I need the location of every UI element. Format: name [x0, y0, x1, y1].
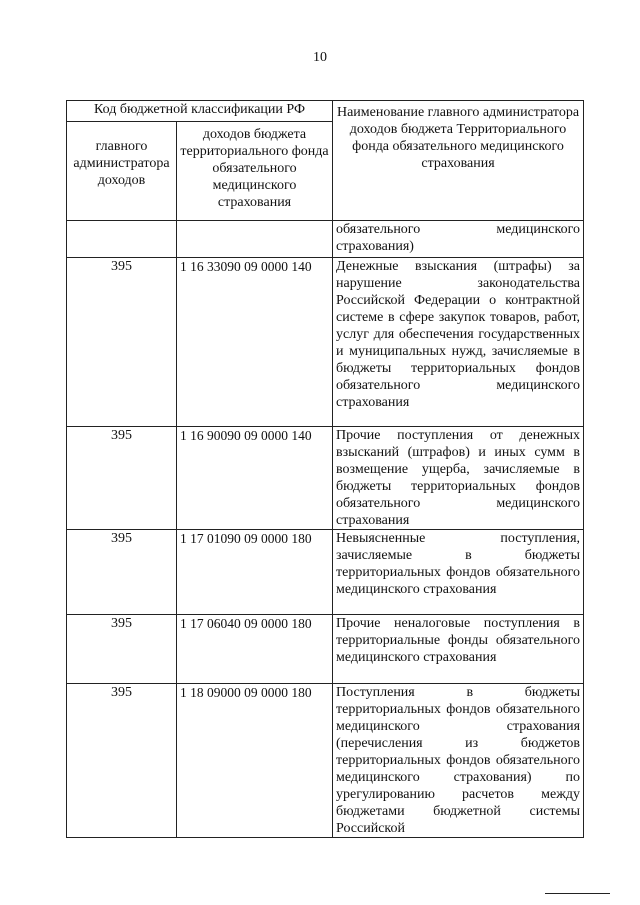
admin-code-cell: 395 [67, 684, 177, 838]
income-code-cell: 1 16 90090 09 0000 140 [177, 427, 333, 530]
page-number: 10 [313, 50, 327, 65]
footer-rule [545, 893, 610, 894]
continuation-admin-cell [67, 221, 177, 258]
table-row [67, 258, 584, 427]
income-name-cell: Денежные взыскания (штрафы) за нарушение законодательства Российской Федерации о контрактной системе в сфере закупок товаров, работ, услуг для обеспечения государственных и муниципальных нужд, зачисляемые в бюджеты территориальных фондов обязательного медицинского страхования [333, 258, 584, 427]
continuation-word-1: обязательного [336, 222, 421, 237]
income-code-cell: 1 17 01090 09 0000 180 [177, 530, 333, 615]
admin-code-cell: 395 [67, 258, 177, 427]
table-row [67, 530, 584, 615]
header-group-title: Код бюджетной классификации РФ [67, 101, 333, 122]
continuation-code-cell [177, 221, 333, 258]
income-name-cell: Поступления в бюджеты территориальных фондов обязательного медицинского страхования (перечисления из бюджетов территориальных фондов обязательного медицинского страхования) по урегулированию расчетов между бюджетами бюджетной системы Российской [333, 684, 584, 838]
header-name-column: Наименование главного администратора доходов бюджета Территориального фонда обязательного медицинского страхования [333, 101, 584, 221]
income-name-cell: Прочие поступления от денежных взысканий (штрафов) и иных сумм в возмещение ущерба, зачисляемые в бюджеты территориальных фондов обязательного медицинского страхования [333, 427, 584, 530]
income-name-cell: Невыясненные поступления, зачисляемые в бюджеты территориальных фондов обязательного медицинского страхования [333, 530, 584, 615]
income-code-cell: 1 17 06040 09 0000 180 [177, 615, 333, 684]
admin-code-cell: 395 [67, 615, 177, 684]
continuation-name-cell [333, 221, 584, 258]
admin-code-cell: 395 [67, 530, 177, 615]
budget-classification-table [66, 100, 584, 838]
table-row [67, 684, 584, 838]
header-admin-column: главного администратора доходов [67, 122, 177, 221]
header-row-top [67, 101, 584, 122]
continuation-line-2: страхования) [336, 239, 414, 254]
table-row [67, 427, 584, 530]
income-name-cell: Прочие неналоговые поступления в территориальные фонды обязательного медицинского страхования [333, 615, 584, 684]
header-income-column: доходов бюджета территориального фонда обязательного медицинского страхования [177, 122, 333, 221]
continuation-row [67, 221, 584, 258]
admin-code-cell: 395 [67, 427, 177, 530]
table-row [67, 615, 584, 684]
continuation-word-2: медицинского [496, 222, 581, 237]
income-code-cell: 1 18 09000 09 0000 180 [177, 684, 333, 838]
income-code-cell: 1 16 33090 09 0000 140 [177, 258, 333, 427]
